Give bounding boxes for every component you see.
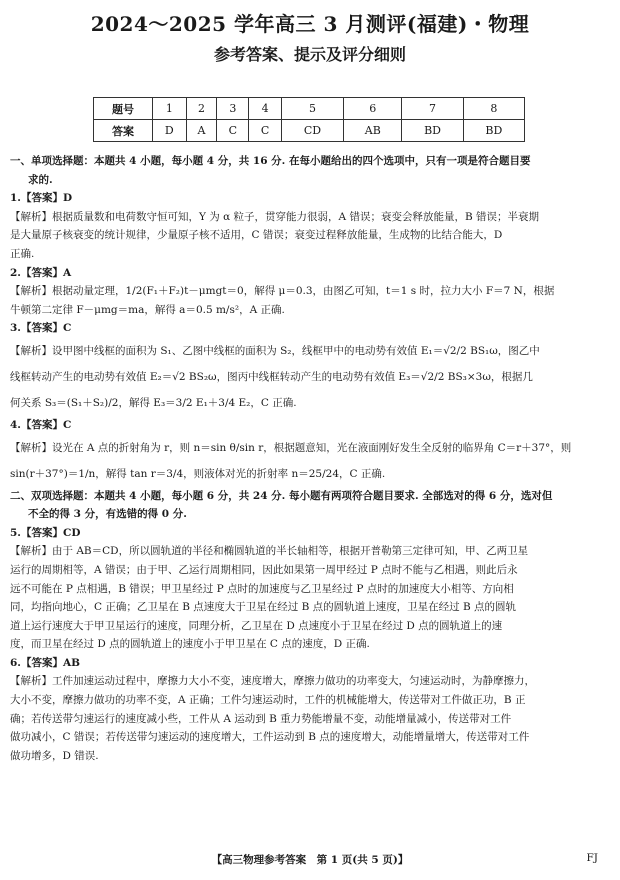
explanation-line: 【解析】设甲图中线框的面积为 S₁、乙图中线框的面积为 S₂，线框甲中的电动势有效值 E₁＝√2/2 BS₁ω，图乙中 — [10, 344, 540, 357]
page-footer: 【高三物理参考答案 第 1 页(共 5 页)】 — [211, 854, 409, 866]
footer-code: FJ — [586, 852, 598, 864]
answer-table — [93, 97, 525, 142]
explanation-line: 确；若传送带匀速运行的速度减小些，工件从 A 运动到 B 重力势能增量不变，动能增量减小，传送带对工件 — [10, 712, 512, 725]
table-cell-answer: A — [186, 120, 217, 142]
answer-table-answer-row — [94, 120, 525, 142]
explanation-line: 大小不变，摩擦力做功的功率不变，A 正确；工件匀速运动时，工件的机械能增大，传送带对工件做正功，B 正 — [10, 694, 526, 707]
answer-content — [10, 152, 608, 765]
section-heading-single-choice — [10, 152, 608, 189]
explanation-line: 是大量原子核衰变的统计规律，少量原子核不适用，C 错误；衰变过程释放能量，生成物的比结合能大，D — [10, 229, 503, 242]
table-cell-number: 1 — [153, 98, 187, 120]
table-cell-number: 5 — [281, 98, 343, 120]
explanation-line: sin(r＋37°)＝1/n，解得 tan r＝3/4，则液体对光的折射率 n＝25/24，C 正确. — [10, 467, 386, 480]
table-cell-number: 7 — [402, 98, 463, 120]
section-heading-line: 二、双项选择题：本题共 4 小题，每小题 6 分，共 24 分. 每小题有两项符合题目要求. 全部选对的得 6 分，选对但 — [10, 489, 553, 502]
table-cell-answer: CD — [281, 120, 343, 142]
table-cell-number: 2 — [186, 98, 217, 120]
explanation-line: 道上运行速度大于甲卫星运行的速度，同理分析，乙卫星在 D 点速度小于卫星在经过 D 点的圆轨道上的速 — [10, 619, 503, 632]
row-label-answers: 答案 — [94, 120, 153, 142]
question-answer-label: 1.【答案】D — [10, 192, 73, 205]
table-cell-answer: BD — [463, 120, 524, 142]
question-answer-label: 6.【答案】AB — [10, 656, 80, 669]
section-heading-line: 求的. — [28, 173, 53, 186]
explanation-line: 远不可能在 P 点相遇，B 错误；甲卫星经过 P 点时的加速度与乙卫星经过 P 点时的加速度大小相等、方向相 — [10, 582, 514, 595]
explanation-line: 做功减小，C 错误；若传送带匀速运动的速度增大，工件运动到 B 点的速度增大，动能增量增大，传送带对工件 — [10, 731, 530, 744]
table-cell-number: 6 — [344, 98, 402, 120]
page-title: 2024～2025 学年高三 3 月测评(福建)・物理 — [90, 12, 530, 36]
row-label-numbers: 题号 — [94, 98, 153, 120]
explanation-line: 运行的周期相等，A 错误；由于甲、乙运行周期相同，因此如果第一周甲经过 P 点时不能与乙相遇，则此后永 — [10, 563, 518, 576]
explanation-line: 度，而卫星在经过 D 点的圆轨道上的速度小于甲卫星在 C 点的速度，D 正确. — [10, 638, 370, 651]
table-cell-number: 4 — [249, 98, 281, 120]
question-answer-label: 4.【答案】C — [10, 418, 72, 431]
table-cell-answer: C — [217, 120, 249, 142]
explanation-line: 线框转动产生的电动势有效值 E₂＝√2 BS₂ω，图丙中线框转动产生的电动势有效值 E₃＝√2/2 BS₃×3ω，根据几 — [10, 370, 533, 383]
section-heading-line: 一、单项选择题：本题共 4 小题，每小题 4 分，共 16 分. 在每小题给出的四个选项中，只有一项是符合题目要 — [10, 155, 531, 167]
explanation-line: 同，均指向地心，C 正确；乙卫星在 B 点速度大于卫星在经过 B 点的圆轨道上速度，卫星在经过 B 点的圆轨 — [10, 601, 517, 614]
question-answer-label: 5.【答案】CD — [10, 526, 81, 539]
table-cell-number: 8 — [463, 98, 524, 120]
explanation-line: 正确. — [10, 247, 35, 260]
explanation-line: 【解析】根据质量数和电荷数守恒可知，Y 为 α 粒子，贯穿能力很弱，A 错误；衰变会释放能量，B 错误；半衰期 — [10, 210, 540, 223]
explanation-line: 【解析】工件加速运动过程中，摩擦力大小不变，速度增大，摩擦力做功的功率变大，匀速运动时，为静摩擦力， — [10, 675, 535, 688]
table-cell-answer: AB — [344, 120, 402, 142]
section-heading-double-choice — [10, 487, 608, 524]
page-subtitle: 参考答案、提示及评分细则 — [213, 45, 406, 64]
table-cell-answer: BD — [402, 120, 463, 142]
explanation-line: 何关系 S₃＝(S₁＋S₂)/2，解得 E₃＝3/2 E₁＋3/4 E₂，C 正确. — [10, 396, 297, 409]
question-answer-label: 2.【答案】A — [10, 266, 72, 279]
explanation-line: 【解析】根据动量定理，1/2(F₁＋F₂)t－μmgt＝0，解得 μ＝0.3，由图乙可知，t＝1 s 时，拉力大小 F＝7 N，根据 — [10, 285, 555, 298]
answer-table-number-row — [94, 98, 525, 120]
explanation-line: 【解析】设光在 A 点的折射角为 r，则 n＝sin θ/sin r，根据题意知，光在液面刚好发生全反射的临界角 C＝r＋37°，则 — [10, 441, 572, 454]
explanation-line: 牛顿第二定律 F－μmg＝ma，解得 a＝0.5 m/s²，A 正确. — [10, 303, 285, 316]
table-cell-number: 3 — [217, 98, 249, 120]
section-heading-line: 不全的得 3 分，有选错的得 0 分. — [28, 508, 187, 521]
question-answer-label: 3.【答案】C — [10, 322, 72, 335]
explanation-line: 【解析】由于 AB＝CD，所以圆轨道的半径和椭圆轨道的半长轴相等，根据开普勒第三定律可知，甲、乙两卫星 — [10, 545, 529, 558]
explanation-line: 做功增多，D 错误. — [10, 749, 99, 762]
table-cell-answer: D — [153, 120, 187, 142]
table-cell-answer: C — [249, 120, 281, 142]
